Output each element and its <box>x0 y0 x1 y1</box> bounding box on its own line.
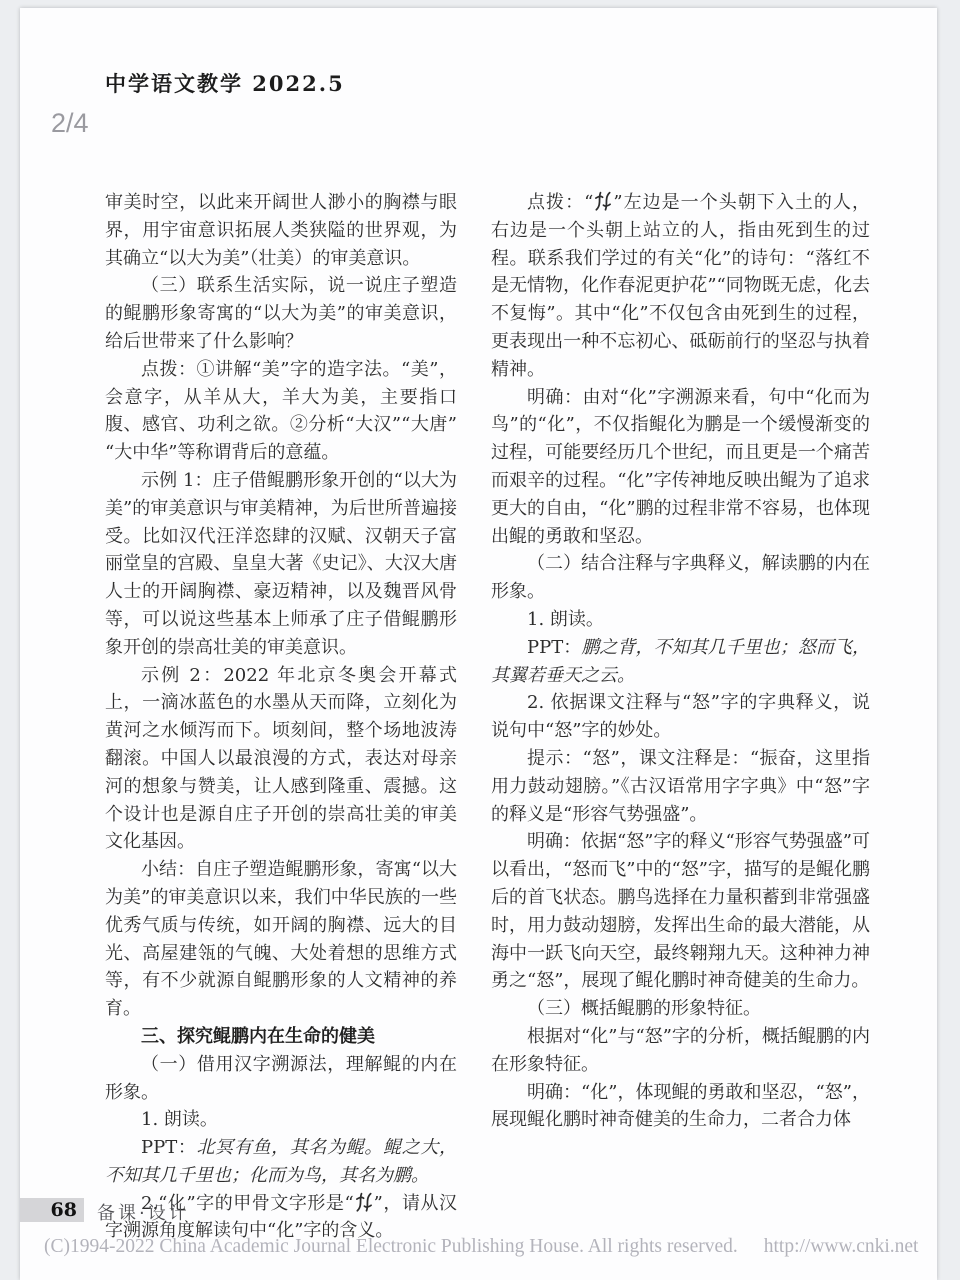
paragraph <box>105 1106 457 1134</box>
paragraph-text: ”，请从汉字溯源角度解读句中“化”字的含义。 <box>105 1192 458 1242</box>
paragraph-text: ”左边是一个头朝下入土的人，右边是一个头朝上站立的人，指由死到生的过程。联系我们学过的有关“化”的诗句：“落红不是无情物，化作春泥更护花”“同物既无虑，化去不复悔”。其中“化”不仅包含由死到生的过程，更表现出一种不忘初心、砥砺前行的坚忍与执着精神。 <box>491 192 871 380</box>
footer-page-number: 68 <box>50 1199 77 1221</box>
paragraph <box>491 634 870 690</box>
paragraph-text: 审美时空，以此来开阔世人渺小的胸襟与眼界，用宇宙意识拓展人类狭隘的世界观，为其确立“以大为美”（壮美）的审美意识。 <box>105 192 457 269</box>
copyright-url: http://www.cnki.net <box>763 1236 919 1257</box>
footer-section-label: 备课·设计 <box>97 1203 190 1224</box>
paragraph <box>491 384 870 551</box>
paragraph-text: 三、探究鲲鹏内在生命的健美 <box>141 1025 375 1047</box>
copyright-text: (C)1994-2022 China Academic Journal Electronic Publishing House. All rights reserved. <box>44 1236 738 1257</box>
paragraph-text: 点拨：①讲解“美”字的造字法。“美”，会意字，从羊从大，羊大为美，主要指口腹、感官、功利之欲。②分析“大汉”“大唐”“大中华”等称谓背后的意蕴。 <box>105 358 457 464</box>
paragraph <box>105 356 457 467</box>
oracle-bone-hua-glyph-icon <box>593 190 613 212</box>
paragraph-text: 提示：“怒”，课文注释是：“振奋，这里指用力鼓动翅膀。”《古汉语常用字字典》中“怒”字的释义是“形容气势强盛”。 <box>491 747 870 825</box>
paragraph-text: 2. 依据课文注释与“怒”字的字典释义，说说句中“怒”字的妙处。 <box>491 692 870 742</box>
paragraph <box>105 189 457 272</box>
paragraph-text: （三）联系生活实际，说一说庄子塑造的鲲鹏形象寄寓的“以大为美”的审美意识，给后世带来了什么影响？ <box>105 275 457 352</box>
paragraph <box>105 662 457 857</box>
paragraph-text: PPT： <box>141 1137 197 1159</box>
footer-page-number-band <box>20 1198 84 1222</box>
paragraph-text: 示例 1：庄子借鲲鹏形象开创的“以大为美”的审美意识与审美精神，为后世所普遍接受。比如汉代汪洋恣肆的汉赋、汉朝天子富丽堂皇的宫殿、皇皇大著《史记》、大汉大唐人士的开阔胸襟、豪迈精神，以及魏晋风骨等，可以说这些基本上师承了庄子借鲲鹏形象开创的崇高壮美的审美意识。 <box>105 469 457 658</box>
paragraph <box>491 606 870 634</box>
article-column-right <box>491 189 870 1134</box>
journal-title: 中学语文教学 2022.5 <box>105 71 345 96</box>
ppt-quote-text: 北冥有鱼，其名为鲲。鲲之大，不知其几千里也；化而为鸟，其名为鹏。 <box>105 1137 457 1186</box>
oracle-bone-hua-glyph-icon <box>354 1191 374 1213</box>
section-heading <box>105 1023 457 1051</box>
paragraph-text: 明确：“化”，体现鲲的勇敢和坚忍，“怒”，展现鲲化鹏时神奇健美的生命力，二者合力体 <box>491 1081 870 1131</box>
paragraph <box>105 1051 457 1107</box>
copyright-line <box>44 1236 924 1258</box>
paragraph <box>105 467 457 662</box>
paragraph <box>491 689 870 745</box>
paragraph <box>491 550 870 606</box>
paragraph-text: 2.“化”字的甲骨文字形是“ <box>141 1192 354 1214</box>
paragraph-text: 1. 朗读。 <box>141 1109 218 1131</box>
ppt-quote-text: 鹏之背，不知其几千里也；怒而飞，其翼若垂天之云。 <box>491 636 871 686</box>
paragraph-text: （三）概括鲲鹏的形象特征。 <box>527 998 761 1020</box>
paragraph <box>491 745 870 828</box>
paragraph-text: 点拨：“ <box>527 192 594 213</box>
paragraph-text: PPT： <box>527 636 582 658</box>
journal-page <box>20 8 937 1280</box>
page-indicator: 2/4 <box>51 108 89 138</box>
paragraph-text: （一）借用汉字溯源法，理解鲲的内在形象。 <box>105 1053 457 1103</box>
paragraph-text: 示例 2：2022 年北京冬奥会开幕式上，一滴冰蓝色的水墨从天而降，立刻化为黄河之水倾泻而下。顷刻间，整个场地波涛翻滚。中国人以最浪漫的方式，表达对母亲河的想象与赞美，让人感到隆重、震撼。这个设计也是源自庄子开创的崇高壮美的审美文化基因。 <box>105 664 457 853</box>
paragraph-text: （二）结合注释与字典释义，解读鹏的内在形象。 <box>491 553 870 603</box>
paragraph <box>105 272 457 355</box>
paragraph-text: 小结：自庄子塑造鲲鹏形象，寄寓“以大为美”的审美意识以来，我们中华民族的一些优秀气质与传统，如开阔的胸襟、远大的目光、高屋建瓴的气魄、大处着想的思维方式等，有不少就源自鲲鹏形象的人文精神的养育。 <box>105 859 457 1020</box>
paragraph-text: 明确：由对“化”字溯源来看，句中“化而为鸟”的“化”，不仅指鲲化为鹏是一个缓慢渐变的过程，可能要经历几个世纪，而且更是一个痛苦而艰辛的过程。“化”字传神地反映出鲲为了追求更大的自由，“化”鹏的过程非常不容易，也体现出鲲的勇敢和坚忍。 <box>491 386 870 547</box>
paragraph <box>491 1023 870 1079</box>
paragraph <box>105 1134 457 1190</box>
article-column-left <box>105 189 457 1245</box>
paragraph <box>491 1079 870 1135</box>
paragraph <box>491 189 870 384</box>
paragraph <box>491 995 870 1023</box>
paragraph-text: 1. 朗读。 <box>527 608 604 630</box>
paragraph <box>491 828 870 995</box>
paragraph <box>105 856 457 1023</box>
paragraph-text: 根据对“化”与“怒”字的分析，概括鲲鹏的内在形象特征。 <box>491 1025 870 1075</box>
paragraph-text: 明确：依据“怒”字的释义“形容气势强盛”可以看出，“怒而飞”中的“怒”字，描写的是鲲化鹏后的首飞状态。鹏鸟选择在力量积蓄到非常强盛时，用力鼓动翅膀，发挥出生命的最大潜能，从海中一跃飞向天空，最终翱翔九天。这种神力神勇之“怒”，展现了鲲化鹏时神奇健美的生命力。 <box>491 831 870 992</box>
